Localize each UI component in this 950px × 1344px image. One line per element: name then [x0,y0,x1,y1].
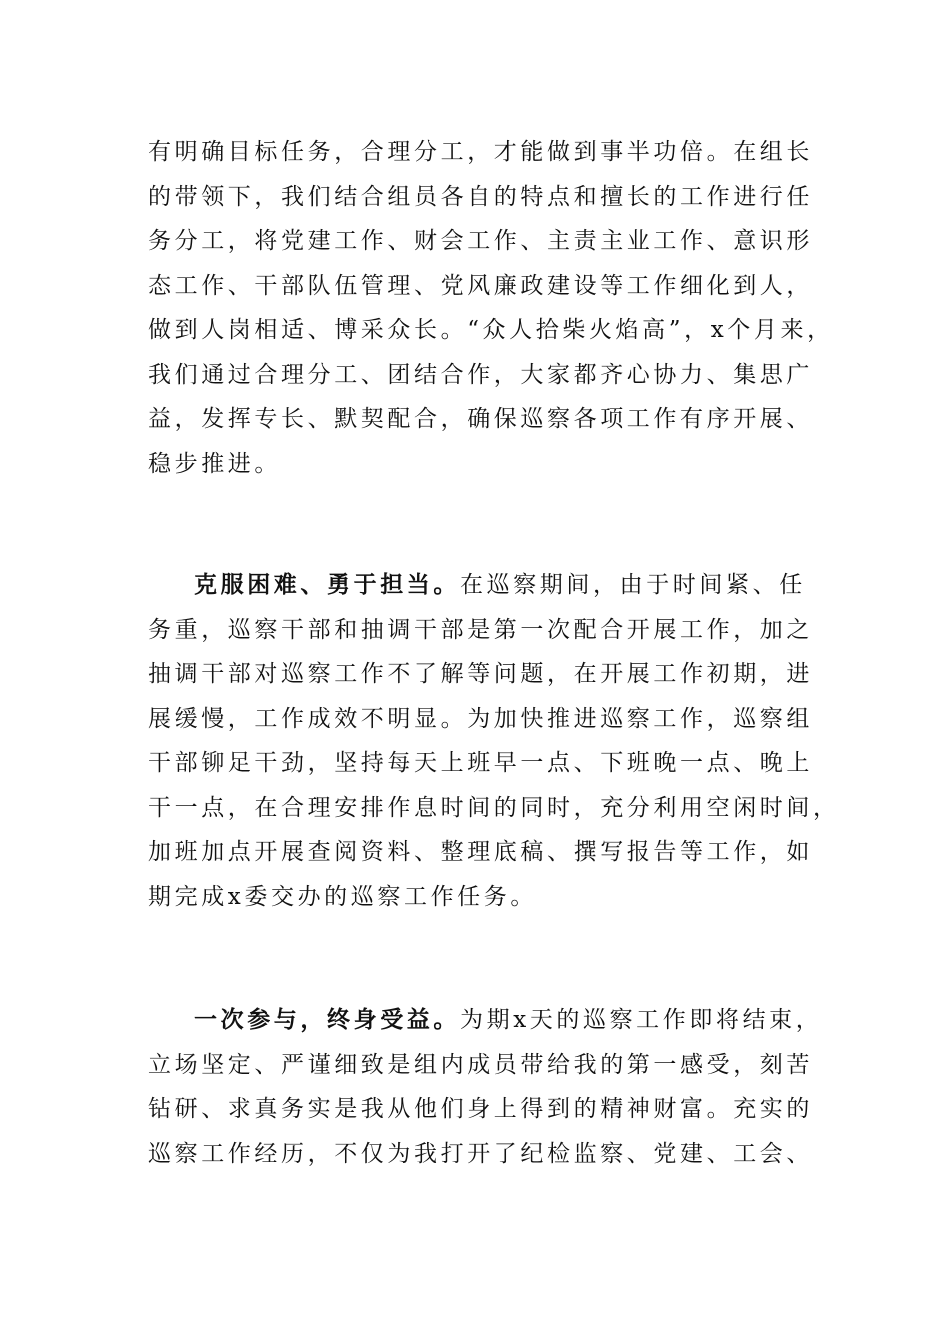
paragraph-line: 我们通过合理分工、团结合作，大家都齐心协力、集思广 [148,361,813,388]
paragraph-line: 务重，巡察干部和抽调干部是第一次配合开展工作，加之 [148,616,813,643]
paragraph-first-line [148,563,818,608]
paragraph-line: 抽调干部对巡察工作不了解等问题，在开展工作初期，进 [148,661,813,687]
paragraph-line: 益，发挥专长、默契配合，确保巡察各项工作有序开展、 [148,406,813,432]
paragraph-first-line-text: 在巡察期间，由于时间紧、任 [460,572,806,598]
paragraph-line: 加班加点开展查阅资料、整理底稿、撰写报告等工作，如 [148,839,813,865]
paragraph-overcome-difficulties [148,563,840,919]
paragraph-line: 态工作、干部队伍管理、党风廉政建设等工作细化到人， [148,272,813,299]
paragraph-line: 期完成x委交办的巡察工作任务。 [148,883,537,910]
paragraph-division-of-labor [148,130,834,486]
paragraph-line: 有明确目标任务，合理分工，才能做到事半功倍。在组长 [148,139,813,165]
paragraph-line: 立场坚定、严谨细致是组内成员带给我的第一感受，刻苦 [148,1051,813,1078]
paragraph-first-line [148,998,823,1043]
paragraph-line: 展缓慢，工作成效不明显。为加快推进巡察工作，巡察组 [148,705,813,732]
paragraph-line: 稳步推进。 [148,450,281,477]
paragraph-line: 巡察工作经历，不仅为我打开了纪检监察、党建、工会、 [148,1140,813,1167]
paragraph-lifelong-benefit [148,998,823,1176]
paragraph-line: 务分工，将党建工作、财会工作、主责主业工作、意识形 [148,228,813,254]
paragraph-line: 钻研、求真务实是我从他们身上得到的精神财富。充实的 [148,1096,813,1122]
paragraph-line: 干部铆足干劲，坚持每天上班早一点、下班晚一点、晚上 [148,750,813,776]
paragraph-line: 干一点，在合理安排作息时间的同时，充分利用空闲时间， [148,794,840,821]
paragraph-first-line-text: 为期x天的巡察工作即将结束， [460,1007,823,1033]
paragraph-heading: 克服困难、勇于担当。 [194,571,460,598]
paragraph-heading: 一次参与，终身受益。 [194,1006,460,1033]
paragraph-line: 做到人岗相适、博采众长。“众人拾柴火焰高”，x个月来， [148,317,834,343]
paragraph-line: 的带领下，我们结合组员各自的特点和擅长的工作进行任 [148,183,813,210]
